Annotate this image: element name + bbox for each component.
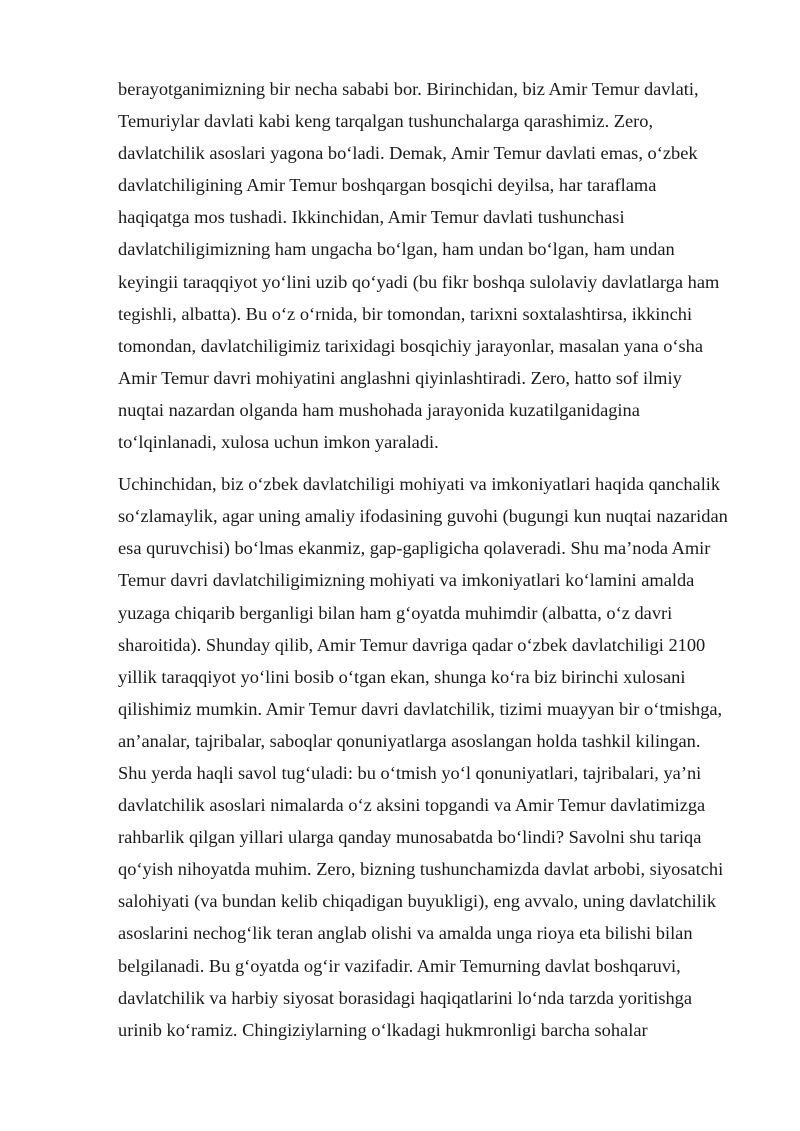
text-line: Temuriylar davlati kabi keng tarqalgan tushunchalarga qarashimiz. Zero,	[118, 111, 654, 132]
text-line: keyingii taraqqiyot yoʻlini uzib qoʻyadi (bu fikr boshqa sulolaviy davlatlarga ham	[118, 271, 720, 292]
text-line: sharoitida). Shunday qilib, Amir Temur davriga qadar oʻzbek davlatchiligi 2100	[118, 634, 706, 655]
text-line: davlatchiligining Amir Temur boshqargan bosqichi deyilsa, har taraflama	[118, 175, 657, 196]
text-line: tomondan, davlatchiligimiz tarixidagi bosqichiy jarayonlar, masalan yana oʻsha	[118, 335, 704, 356]
text-line: yuzaga chiqarib berganligi bilan ham gʻoyatda muhimdir (albatta, oʻz davri	[118, 602, 673, 623]
text-line: anʼanalar, tajribalar, saboqlar qonuniyatlarga asoslangan holda tashkil kilingan.	[118, 730, 701, 751]
text-line: Temur davri davlatchiligimizning mohiyati va imkoniyatlari koʻlamini amalda	[118, 570, 695, 591]
text-line: belgilanadi. Bu gʻoyatda ogʻir vazifadir. Amir Temurning davlat boshqaruvi,	[118, 955, 681, 976]
text-line: rahbarlik qilgan yillari ularga qanday munosabatda boʻlindi? Savolni shu tariqa	[118, 827, 702, 848]
text-line: yillik taraqqiyot yoʻlini bosib oʻtgan ekan, shunga koʻra biz birinchi xulosani	[118, 666, 686, 687]
paragraph	[118, 73, 718, 458]
text-line: tegishli, albatta). Bu oʻz oʻrnida, bir tomondan, tarixni soxtalashtirsa, ikkinchi	[118, 303, 693, 324]
text-line: soʻzlamaylik, agar uning amaliy ifodasining guvohi (bugungi kun nuqtai nazaridan	[118, 506, 728, 527]
text-line: asoslarini nechogʻlik teran anglab olishi va amalda unga rioya eta bilishi bilan	[118, 923, 693, 944]
text-line: davlatchilik asoslari yagona boʻladi. Demak, Amir Temur davlati emas, oʻzbek	[118, 143, 698, 164]
text-line: haqiqatga mos tushadi. Ikkinchidan, Amir Temur davlati tushunchasi	[118, 207, 625, 228]
text-line: Amir Temur davri mohiyatini anglashni qiyinlashtiradi. Zero, hatto sof ilmiy	[118, 367, 682, 388]
document-page	[118, 73, 728, 1046]
text-line: salohiyati (va bundan kelib chiqadigan buyukligi), eng avvalo, uning davlatchilik	[118, 891, 717, 912]
text-line: Uchinchidan, biz oʻzbek davlatchiligi mohiyati va imkoniyatlari haqida qanchalik	[118, 474, 721, 495]
text-line: davlatchilik va harbiy siyosat borasidagi haqiqatlarini loʻnda tarzda yoritishga	[118, 987, 693, 1008]
text-line: esa quruvchisi) boʻlmas ekanmiz, gap-gapligicha qolaveradi. Shu maʼnoda Amir	[118, 538, 711, 559]
text-line: urinib koʻramiz. Chingiziylarning oʻlkadagi hukmronligi barcha sohalar	[118, 1019, 648, 1040]
text-line: nuqtai nazardan olganda ham mushohada jarayonida kuzatilganidagina	[118, 399, 640, 420]
paragraph	[118, 468, 728, 1046]
text-line: berayotganimizning bir necha sababi bor. Birinchidan, biz Amir Temur davlati,	[118, 79, 699, 99]
text-line: qilishimiz mumkin. Amir Temur davri davlatchilik, tizimi muayyan bir oʻtmishga,	[118, 698, 723, 719]
text-line: toʻlqinlanadi, xulosa uchun imkon yaraladi.	[118, 432, 439, 453]
text-line: Shu yerda haqli savol tugʻuladi: bu oʻtmish yoʻl qonuniyatlari, tajribalari, yaʼni	[118, 762, 702, 783]
text-line: qoʻyish nihoyatda muhim. Zero, bizning tushunchamizda davlat arbobi, siyosatchi	[118, 859, 724, 880]
text-line: davlatchilik asoslari nimalarda oʻz aksini topgandi va Amir Temur davlatimizga	[118, 795, 706, 816]
text-line: davlatchiligimizning ham ungacha boʻlgan, ham undan boʻlgan, ham undan	[118, 239, 675, 260]
